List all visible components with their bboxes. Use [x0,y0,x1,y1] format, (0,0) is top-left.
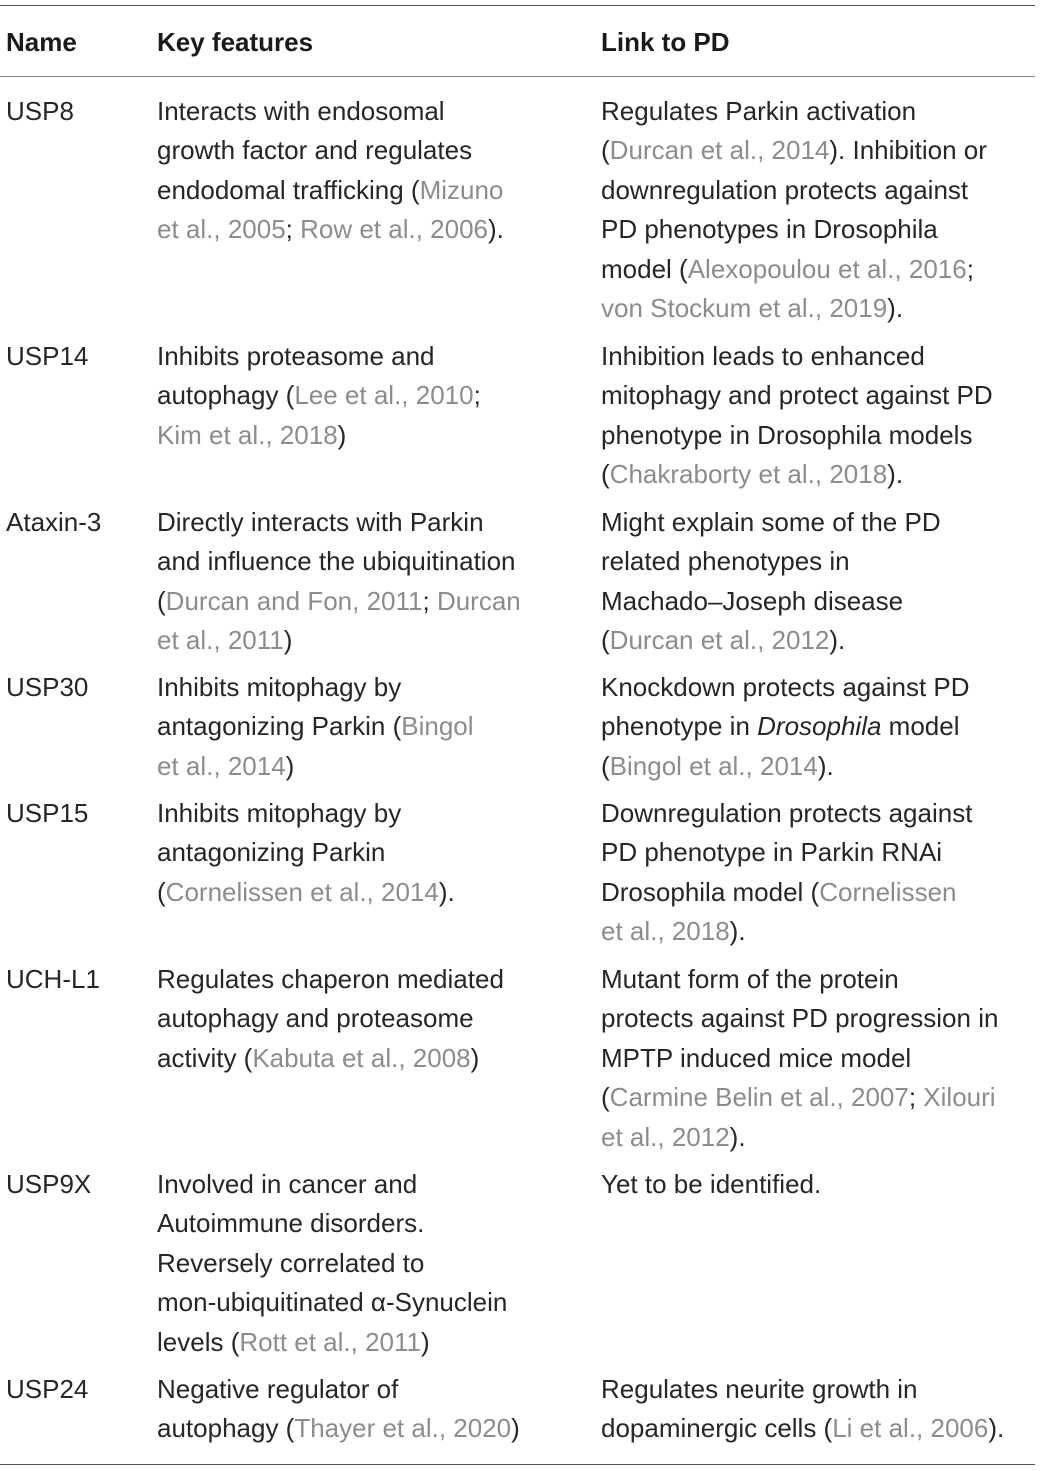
cell-name: USP14 [6,341,89,371]
citation-link[interactable]: Mizuno [419,174,504,205]
text-line [157,92,597,131]
text-line [157,707,597,746]
text-segment: ). [887,459,904,490]
text-line [157,1409,597,1448]
cell-key-features [157,960,597,1078]
text-line [601,582,1037,621]
citation-link[interactable]: et al., 2018 [601,916,730,947]
text-line [157,747,597,786]
text-segment: ). [887,293,904,324]
text-segment: MPTP induced mice model [601,1042,912,1073]
text-segment: levels ( [157,1326,240,1357]
text-segment: growth factor and regulates [157,135,473,166]
text-line [157,1204,597,1243]
text-line [601,873,1037,912]
text-segment: dopaminergic cells ( [601,1413,833,1444]
text-line [157,1244,597,1283]
text-line [157,668,597,707]
text-segment: Regulates chaperon mediated [157,964,504,994]
header-name: Name [6,27,77,57]
text-line [157,1165,597,1204]
text-segment: Regulates neurite growth in [601,1374,918,1404]
text-line [157,1370,597,1409]
text-segment: Regulates Parkin activation [601,96,917,126]
table-top-rule [0,5,1035,6]
citation-link[interactable]: et al., 2012 [601,1121,730,1152]
citation-link[interactable]: Cornelissen [819,876,957,907]
text-segment: mon-ubiquitinated α-Synuclein [157,1287,508,1318]
citation-link[interactable]: Chakraborty et al., 2018 [609,459,888,490]
text-segment: autophagy ( [157,380,295,411]
text-line [157,542,597,581]
text-line [601,1370,1037,1409]
text-segment: ). Inhibition or [829,135,987,166]
cell-link-to-pd [601,1370,1037,1449]
text-segment: ). [488,214,504,245]
cell-name: USP24 [6,1374,89,1404]
cell-name: UCH-L1 [6,964,100,994]
text-segment: ). [438,876,455,907]
text-line [157,1039,597,1078]
text-segment: Reversely correlated to [157,1247,425,1278]
text-segment: ; [285,214,301,245]
text-line [601,416,1037,455]
text-segment: ( [157,585,166,616]
text-line [601,668,1037,707]
text-segment: ). [817,750,834,781]
citation-link[interactable]: Thayer et al., 2020 [294,1413,512,1444]
text-line [601,833,1037,872]
text-line [601,707,1037,746]
text-segment: Involved in cancer and [157,1169,418,1199]
cell-key-features [157,92,597,250]
table-header-rule [0,76,1035,77]
cell-link-to-pd [601,960,1037,1157]
cell-link-to-pd [601,337,1037,495]
text-line [601,376,1037,415]
text-segment: Directly interacts with Parkin [157,507,484,537]
text-line [157,1323,597,1362]
citation-link[interactable]: von Stockum et al., 2019 [601,293,888,324]
text-line [601,455,1037,494]
text-line [601,999,1037,1038]
citation-link[interactable]: Rott et al., 2011 [239,1326,421,1357]
text-line [601,542,1037,581]
cell-name: Ataxin-3 [6,507,102,537]
text-segment: ) [470,1042,480,1073]
text-line [157,131,597,170]
text-line [601,289,1037,328]
citation-link[interactable]: Carmine Belin et al., 2007 [609,1082,909,1113]
text-segment: and influence the ubiquitination [157,546,516,577]
cell-key-features [157,503,597,661]
citation-link[interactable]: Bingol et al., 2014 [609,750,818,781]
text-segment: ). [988,1413,1005,1444]
citation-link[interactable]: Kabuta et al., 2008 [252,1042,471,1073]
text-line [157,376,597,415]
text-segment: ( [601,135,610,166]
header-key-features: Key features [157,27,314,57]
text-segment: mitophagy and protect against PD [601,380,993,411]
text-line [601,747,1037,786]
cell-name: USP9X [6,1169,92,1199]
text-segment: Autoimmune disorders. [157,1208,425,1239]
text-line [601,1165,1037,1204]
text-segment: ). [729,916,746,947]
text-line [601,250,1037,289]
text-segment: Interacts with endosomal [157,96,445,126]
text-line [601,621,1037,660]
text-segment: ( [601,459,610,490]
cell-key-features [157,668,597,786]
citation-link[interactable]: Cornelissen et al., 2014 [165,876,439,907]
text-segment: phenotype in Drosophila models [601,419,973,450]
text-segment: ). [729,1121,746,1152]
cell-key-features [157,337,597,455]
text-segment: ) [421,1326,430,1357]
text-segment: activity ( [157,1042,253,1073]
cell-link-to-pd [601,503,1037,661]
text-segment: endodomal trafficking ( [157,174,420,205]
text-line [601,1409,1037,1448]
text-segment: autophagy ( [157,1413,295,1444]
text-line [601,92,1037,131]
text-line [157,1283,597,1322]
text-line [157,582,597,621]
cell-name: USP30 [6,672,89,702]
citation-link[interactable]: Lee et al., 2010 [294,380,474,411]
text-segment: autophagy and proteasome [157,1003,474,1034]
text-segment: ( [157,876,166,907]
text-segment: ; [422,585,437,616]
text-segment: ). [829,625,846,656]
text-segment: ( [601,750,610,781]
cell-key-features [157,794,597,912]
citation-link[interactable]: Kim et al., 2018 [157,419,338,450]
text-segment: PD phenotype in Parkin RNAi [601,837,943,868]
cell-key-features [157,1370,597,1449]
text-segment: Yet to be identified. [601,1169,822,1199]
cell-link-to-pd [601,92,1037,328]
citation-link[interactable]: et al., 2011 [157,625,284,656]
text-line [157,210,597,249]
text-segment: ; [908,1082,924,1113]
text-line [601,912,1037,951]
text-segment: ( [601,625,610,656]
text-line [601,1078,1037,1117]
text-segment: downregulation protects against [601,174,969,205]
text-line [601,1118,1037,1157]
table-header-row [0,20,1040,64]
text-segment: ) [285,750,295,781]
text-line [157,171,597,210]
text-line [157,999,597,1038]
text-segment: ) [511,1413,520,1444]
text-segment: related phenotypes in [601,546,850,577]
text-line [157,621,597,660]
cell-link-to-pd [601,794,1037,952]
cell-link-to-pd [601,668,1037,786]
text-segment: Inhibits mitophagy by [157,798,402,828]
citation-link[interactable]: Li et al., 2006 [832,1413,989,1444]
text-line [601,337,1037,376]
citation-link[interactable]: Row et al., 2006 [300,214,488,245]
text-line [601,960,1037,999]
text-line [157,794,597,833]
text-segment: Might explain some of the PD [601,507,941,537]
cell-name: USP8 [6,96,74,126]
text-segment: PD phenotypes in Drosophila [601,214,938,245]
text-segment: Mutant form of the protein [601,964,899,994]
citation-link[interactable]: Durcan and Fon, 2011 [165,585,423,616]
text-line [157,873,597,912]
citation-link[interactable]: et al., 2005 [157,214,286,245]
text-segment: antagonizing Parkin ( [157,711,402,742]
text-segment: Knockdown protects against PD [601,672,970,702]
text-segment: model ( [601,253,688,284]
text-segment: Negative regulator of [157,1374,399,1404]
citation-link[interactable]: Durcan et al., 2014 [609,135,830,166]
text-segment: Inhibition leads to enhanced [601,341,925,371]
header-link-to-pd: Link to PD [601,27,730,57]
text-segment: ; [473,380,481,411]
text-line [157,503,597,542]
cell-key-features [157,1165,597,1362]
text-segment: ) [337,419,347,450]
text-line [157,337,597,376]
text-segment: model [881,711,960,742]
text-line [601,171,1037,210]
text-line [601,131,1037,170]
text-segment: Drosophila model ( [601,876,820,907]
citation-link[interactable]: Xilouri [923,1082,996,1113]
text-line [601,1039,1037,1078]
text-segment: phenotype in [601,711,758,742]
text-line [601,503,1037,542]
citation-link[interactable]: Durcan [436,585,521,616]
citation-link[interactable]: Alexopoulou et al., 2016 [687,253,967,284]
text-line [601,210,1037,249]
text-segment: ) [283,625,293,656]
cell-link-to-pd [601,1165,1037,1204]
citation-link[interactable]: et al., 2014 [157,750,286,781]
text-segment: antagonizing Parkin [157,837,386,868]
text-segment: ; [966,253,974,284]
text-line [601,794,1037,833]
citation-link[interactable]: Durcan et al., 2012 [609,625,830,656]
cell-name: USP15 [6,798,89,828]
text-segment: protects against PD progression in [601,1003,999,1034]
table-bottom-rule [0,1464,1035,1465]
text-segment: Downregulation protects against [601,798,973,828]
text-segment: Inhibits proteasome and [157,341,435,371]
text-line [157,833,597,872]
text-line [157,416,597,455]
citation-link[interactable]: Bingol [401,711,474,742]
text-segment: Drosophila [757,711,882,742]
text-segment: ( [601,1082,610,1113]
text-segment: Machado–Joseph disease [601,585,904,616]
text-line [157,960,597,999]
text-segment: Inhibits mitophagy by [157,672,402,702]
